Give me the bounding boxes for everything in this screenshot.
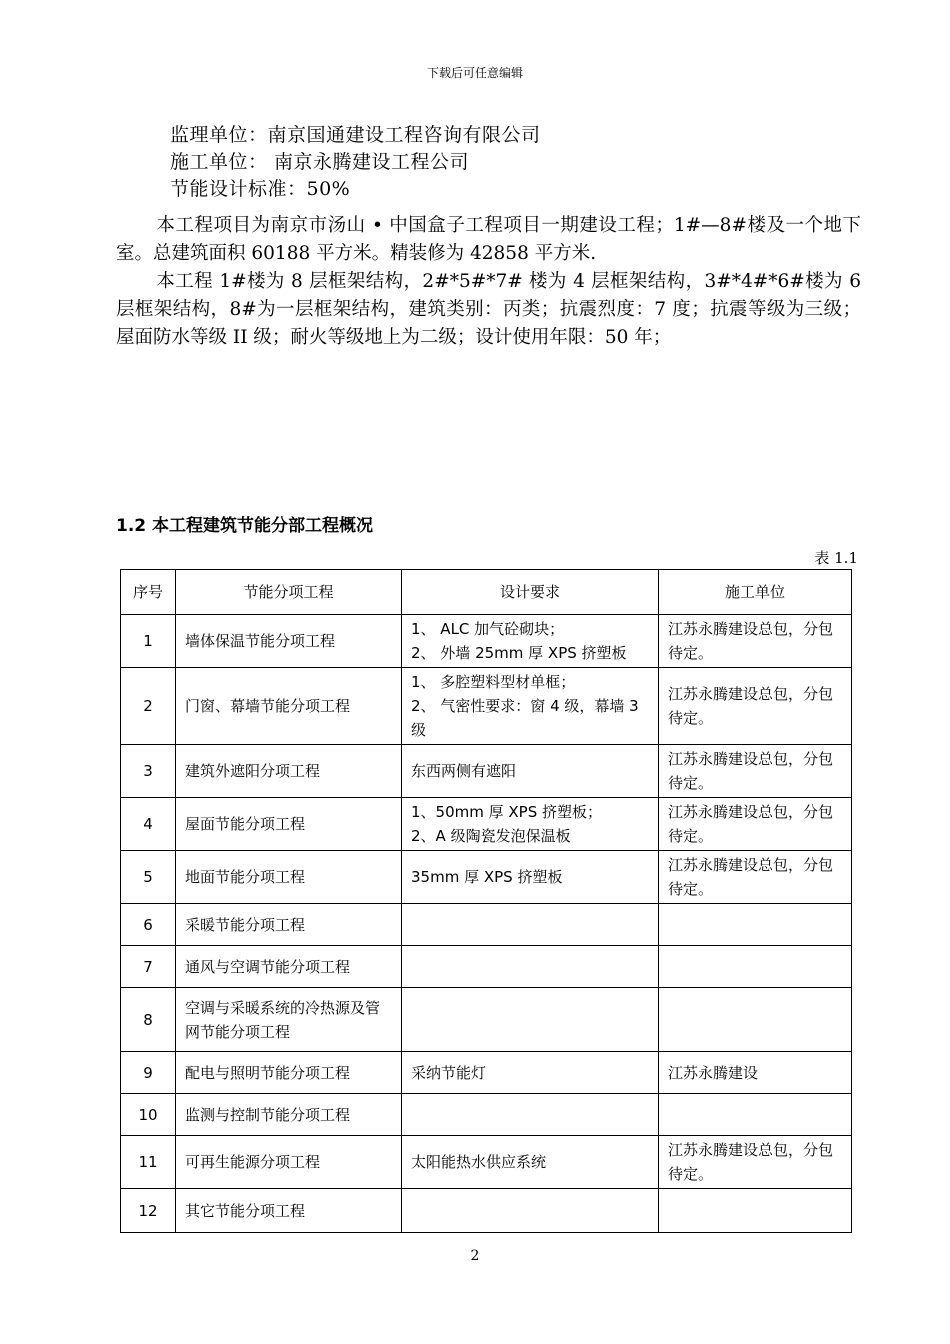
row-item-name: 门窗、幕墙节能分项工程: [176, 668, 402, 745]
row-requirement: [402, 946, 659, 988]
table-row: [121, 904, 852, 946]
row-item-name: 其它节能分项工程: [176, 1189, 402, 1233]
row-number: 4: [121, 798, 176, 851]
row-number: 11: [121, 1136, 176, 1189]
row-number: 9: [121, 1052, 176, 1094]
row-item-name: 配电与照明节能分项工程: [176, 1052, 402, 1094]
header-unit: 施工单位: [659, 570, 852, 615]
row-requirement: [402, 615, 659, 668]
row-contractor: 江苏永腾建设总包，分包待定。: [659, 851, 852, 904]
project-paragraph-text: 本工程项目为南京市汤山 • 中国盒子工程项目一期建设工程；1#—8#楼及一个地下室。总建筑面积 60188 平方米。精装修为 42858 平方米.: [116, 215, 861, 264]
requirement-line: 2、 外墙 25mm 厚 XPS 挤塑板: [411, 644, 627, 662]
table-row: [121, 615, 852, 668]
row-contractor: 江苏永腾建设总包，分包待定。: [659, 668, 852, 745]
requirement-line: 东西两侧有遮阳: [411, 762, 517, 780]
table-body: [121, 615, 852, 1233]
row-requirement: [402, 1094, 659, 1136]
table-row: [121, 1052, 852, 1094]
row-number: 2: [121, 668, 176, 745]
row-requirement: [402, 668, 659, 745]
table-caption: 表 1.1: [814, 549, 858, 567]
builder-line: 施工单位： 南京永腾建设工程公司: [170, 151, 470, 173]
requirement-line: 2、 气密性要求：窗 4 级，幕墙 3 级: [411, 697, 639, 739]
requirement-line: 太阳能热水供应系统: [411, 1153, 547, 1171]
row-contractor: [659, 946, 852, 988]
row-number: 3: [121, 745, 176, 798]
row-item-name: 屋面节能分项工程: [176, 798, 402, 851]
row-requirement: [402, 798, 659, 851]
structure-paragraph: [116, 268, 861, 352]
energy-table: [120, 569, 852, 1233]
table-row: [121, 851, 852, 904]
row-number: 12: [121, 1189, 176, 1233]
row-contractor: [659, 904, 852, 946]
requirement-line: 1、 多腔塑料型材单框；: [411, 673, 576, 691]
supervisor-line: 监理单位：南京国通建设工程咨询有限公司: [170, 124, 541, 146]
row-requirement: [402, 1136, 659, 1189]
row-item-name: 空调与采暖系统的冷热源及管网节能分项工程: [176, 988, 402, 1052]
table-row: [121, 1136, 852, 1189]
row-requirement: [402, 1052, 659, 1094]
row-contractor: 江苏永腾建设总包，分包待定。: [659, 798, 852, 851]
table-row: [121, 946, 852, 988]
row-contractor: 江苏永腾建设: [659, 1052, 852, 1094]
header-no: 序号: [121, 570, 176, 615]
requirement-line: 2、A 级陶瓷发泡保温板: [411, 827, 571, 845]
row-requirement: [402, 1189, 659, 1233]
requirement-line: 35mm 厚 XPS 挤塑板: [411, 868, 563, 886]
page-number: 2: [470, 1248, 480, 1264]
standard-line: 节能设计标准：50%: [170, 178, 351, 200]
header-note: 下载后可任意编辑: [426, 66, 523, 80]
row-item-name: 监测与控制节能分项工程: [176, 1094, 402, 1136]
table-header-row: [121, 570, 852, 615]
table-row: [121, 798, 852, 851]
row-number: 1: [121, 615, 176, 668]
row-number: 8: [121, 988, 176, 1052]
row-number: 6: [121, 904, 176, 946]
row-item-name: 可再生能源分项工程: [176, 1136, 402, 1189]
table-row: [121, 668, 852, 745]
row-requirement: [402, 851, 659, 904]
header-name: 节能分项工程: [176, 570, 402, 615]
row-item-name: 建筑外遮阳分项工程: [176, 745, 402, 798]
table-row: [121, 988, 852, 1052]
section-title: 1.2 本工程建筑节能分部工程概况: [116, 516, 374, 536]
table-row: [121, 1094, 852, 1136]
row-number: 5: [121, 851, 176, 904]
row-item-name: 采暖节能分项工程: [176, 904, 402, 946]
row-contractor: 江苏永腾建设总包，分包待定。: [659, 1136, 852, 1189]
row-contractor: [659, 988, 852, 1052]
row-contractor: [659, 1094, 852, 1136]
structure-paragraph-text: 本工程 1#楼为 8 层框架结构，2#*5#*7# 楼为 4 层框架结构，3#*4#*6#楼为 6 层框架结构，8#为一层框架结构，建筑类别：丙类；抗震烈度：7 度；抗震等级为三级；屋面防水等级 II 级；耐火等级地上为二级；设计使用年限：50 年；: [116, 271, 861, 348]
requirement-line: 采纳节能灯: [411, 1063, 487, 1082]
row-item-name: 地面节能分项工程: [176, 851, 402, 904]
table-row: [121, 1189, 852, 1233]
header-req: 设计要求: [402, 570, 659, 615]
row-item-name: 墙体保温节能分项工程: [176, 615, 402, 668]
row-contractor: [659, 1189, 852, 1233]
row-number: 7: [121, 946, 176, 988]
table-row: [121, 745, 852, 798]
row-number: 10: [121, 1094, 176, 1136]
row-contractor: 江苏永腾建设总包，分包待定。: [659, 745, 852, 798]
requirement-line: 1、50mm 厚 XPS 挤塑板；: [411, 803, 603, 821]
project-paragraph: [116, 212, 861, 268]
row-contractor: 江苏永腾建设总包，分包待定。: [659, 615, 852, 668]
row-requirement: [402, 904, 659, 946]
row-item-name: 通风与空调节能分项工程: [176, 946, 402, 988]
requirement-line: 1、 ALC 加气砼砌块；: [411, 620, 565, 638]
row-requirement: [402, 988, 659, 1052]
row-requirement: [402, 745, 659, 798]
